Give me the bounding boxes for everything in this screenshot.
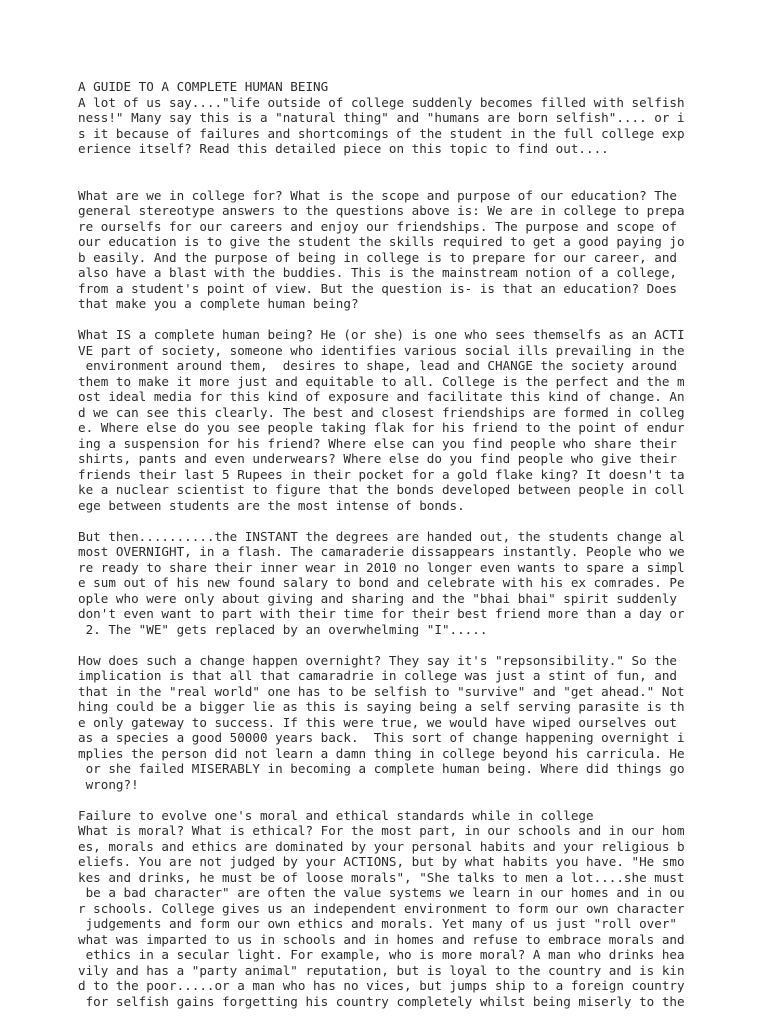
text-line: How does such a change happen overnight? They say it's "repsonsibility." So the — [78, 652, 677, 668]
text-line: also have a blast with the buddies. This is the mainstream notion of a college, — [78, 265, 677, 280]
text-line: s it because of failures and shortcomings of the student in the full college exp — [78, 125, 685, 141]
text-line: ness!" Many say this is a "natural thing" and "humans are born selfish".... or i — [78, 110, 685, 125]
paragraph-spacer — [78, 157, 718, 188]
text-line: e sum out of his new found salary to bond and celebrate with his ex comrades. Pe — [78, 575, 685, 590]
text-line: eliefs. You are not judged by your ACTIONS, but by what habits you have. "He smo — [78, 854, 685, 869]
text-line: What IS a complete human being? He (or she) is one who sees themselfs as an ACTI — [78, 327, 685, 342]
text-line: mplies the person did not learn a damn thing in college beyond his carricula. He — [78, 745, 685, 761]
text-line: r schools. College gives us an independent environment to form our own character — [78, 900, 685, 916]
text-line: them to make it more just and equitable to all. College is the perfect and the m — [78, 373, 685, 389]
text-line: ege between students are the most intense of bonds. — [78, 497, 465, 513]
text-line: re ready to share their inner wear in 2010 no longer even wants to spare a simpl — [78, 559, 685, 575]
text-line: general stereotype answers to the questions above is: We are in college to prepa — [78, 203, 685, 218]
text-line: ople who were only about giving and sharing and the "bhai bhai" spirit suddenly — [78, 590, 677, 606]
text-line: our education is to give the student the skills required to get a good paying jo — [78, 234, 685, 249]
text-line: friends their last 5 Rupees in their pocket for a gold flake king? It doesn't ta — [78, 466, 685, 482]
paragraph-spacer — [78, 637, 718, 653]
text-line: hing could be a bigger lie as this is saying being a self serving parasite is th — [78, 699, 685, 714]
text-line: b easily. And the purpose of being in college is to prepare for our career, and — [78, 249, 677, 265]
text-line: What are we in college for? What is the scope and purpose of our education? The — [78, 187, 677, 203]
paragraph-complete-human-being — [78, 327, 718, 513]
text-line: ost ideal media for this kind of exposure and facilitate this kind of change. An — [78, 389, 685, 404]
paragraph-spacer — [78, 513, 718, 529]
text-line: d we can see this clearly. The best and closest friendships are formed in colleg — [78, 404, 685, 420]
text-line: vily and has a "party animal" reputation, but is loyal to the country and is kin — [78, 962, 685, 978]
text-line: be a bad character" are often the value systems we learn in our homes and in ou — [78, 885, 685, 900]
text-line: don't even want to part with their time for their best friend more than a day or — [78, 606, 685, 621]
text-line: for selfish gains forgetting his country completely whilst being miserly to the — [78, 993, 685, 1009]
document-body — [78, 79, 718, 1009]
section-heading: Failure to evolve one's moral and ethical standards while in college — [78, 807, 594, 823]
paragraph-purpose-of-college — [78, 188, 718, 312]
text-line: ing a suspension for his friend? Where else can you find people who share their — [78, 435, 677, 451]
text-line: kes and drinks, he must be of loose morals", "She talks to men a lot....she must — [78, 869, 685, 885]
text-line: what was imparted to us in schools and in homes and refuse to embrace morals and — [78, 931, 685, 947]
text-line: 2. The "WE" gets replaced by an overwhelming "I"..... — [78, 621, 488, 637]
text-line: VE part of society, someone who identifies various social ills prevailing in the — [78, 342, 685, 358]
text-line: from a student's point of view. But the question is- is that an education? Does — [78, 280, 677, 296]
text-line: that in the "real world" one has to be selfish to "survive" and "get ahead." Not — [78, 683, 685, 699]
text-line: But then..........the INSTANT the degrees are handed out, the students change al — [78, 528, 685, 544]
document-title: A GUIDE TO A COMPLETE HUMAN BEING — [78, 79, 329, 94]
paragraph-morals-and-ethics — [78, 823, 718, 1009]
text-line: erience itself? Read this detailed piece on this topic to find out.... — [78, 141, 609, 156]
text-line: that make you a complete human being? — [78, 296, 359, 311]
text-line: environment around them, desires to shape, lead and CHANGE the society around — [78, 358, 677, 373]
paragraph-spacer — [78, 792, 718, 808]
text-line: ethics in a secular light. For example, who is more moral? A man who drinks hea — [78, 947, 685, 962]
text-line: or she failed MISERABLY in becoming a complete human being. Where did things go — [78, 761, 685, 776]
text-line: shirts, pants and even underwears? Where else do you find people who give their — [78, 451, 677, 466]
paragraph-after-graduation — [78, 529, 718, 638]
text-line: es, morals and ethics are dominated by your personal habits and your religious b — [78, 838, 685, 854]
text-line: most OVERNIGHT, in a flash. The camaraderie dissappears instantly. People who we — [78, 544, 685, 559]
text-line: A lot of us say...."life outside of college suddenly becomes filled with selfish — [78, 94, 685, 110]
text-line: d to the poor.....or a man who has no vices, but jumps ship to a foreign country — [78, 978, 685, 993]
text-line: ke a nuclear scientist to figure that the bonds developed between people in coll — [78, 482, 685, 497]
text-line: e only gateway to success. If this were true, we would have wiped ourselves out — [78, 714, 677, 730]
text-line: e. Where else do you see people taking flak for his friend to the point of endur — [78, 420, 685, 435]
paragraph-overnight-change — [78, 653, 718, 793]
text-line: re ourselfs for our careers and enjoy our friendships. The purpose and scope of — [78, 218, 677, 234]
text-line: What is moral? What is ethical? For the most part, in our schools and in our hom — [78, 823, 685, 838]
text-line: implication is that all that camaradrie in college was just a stint of fun, and — [78, 668, 677, 683]
intro-paragraph — [78, 95, 718, 157]
text-line: wrong?! — [78, 776, 139, 792]
paragraph-spacer — [78, 312, 718, 328]
text-line: as a species a good 50000 years back. This sort of change happening overnight i — [78, 730, 685, 745]
text-line: judgements and form our own ethics and morals. Yet many of us just "roll over" — [78, 916, 677, 931]
